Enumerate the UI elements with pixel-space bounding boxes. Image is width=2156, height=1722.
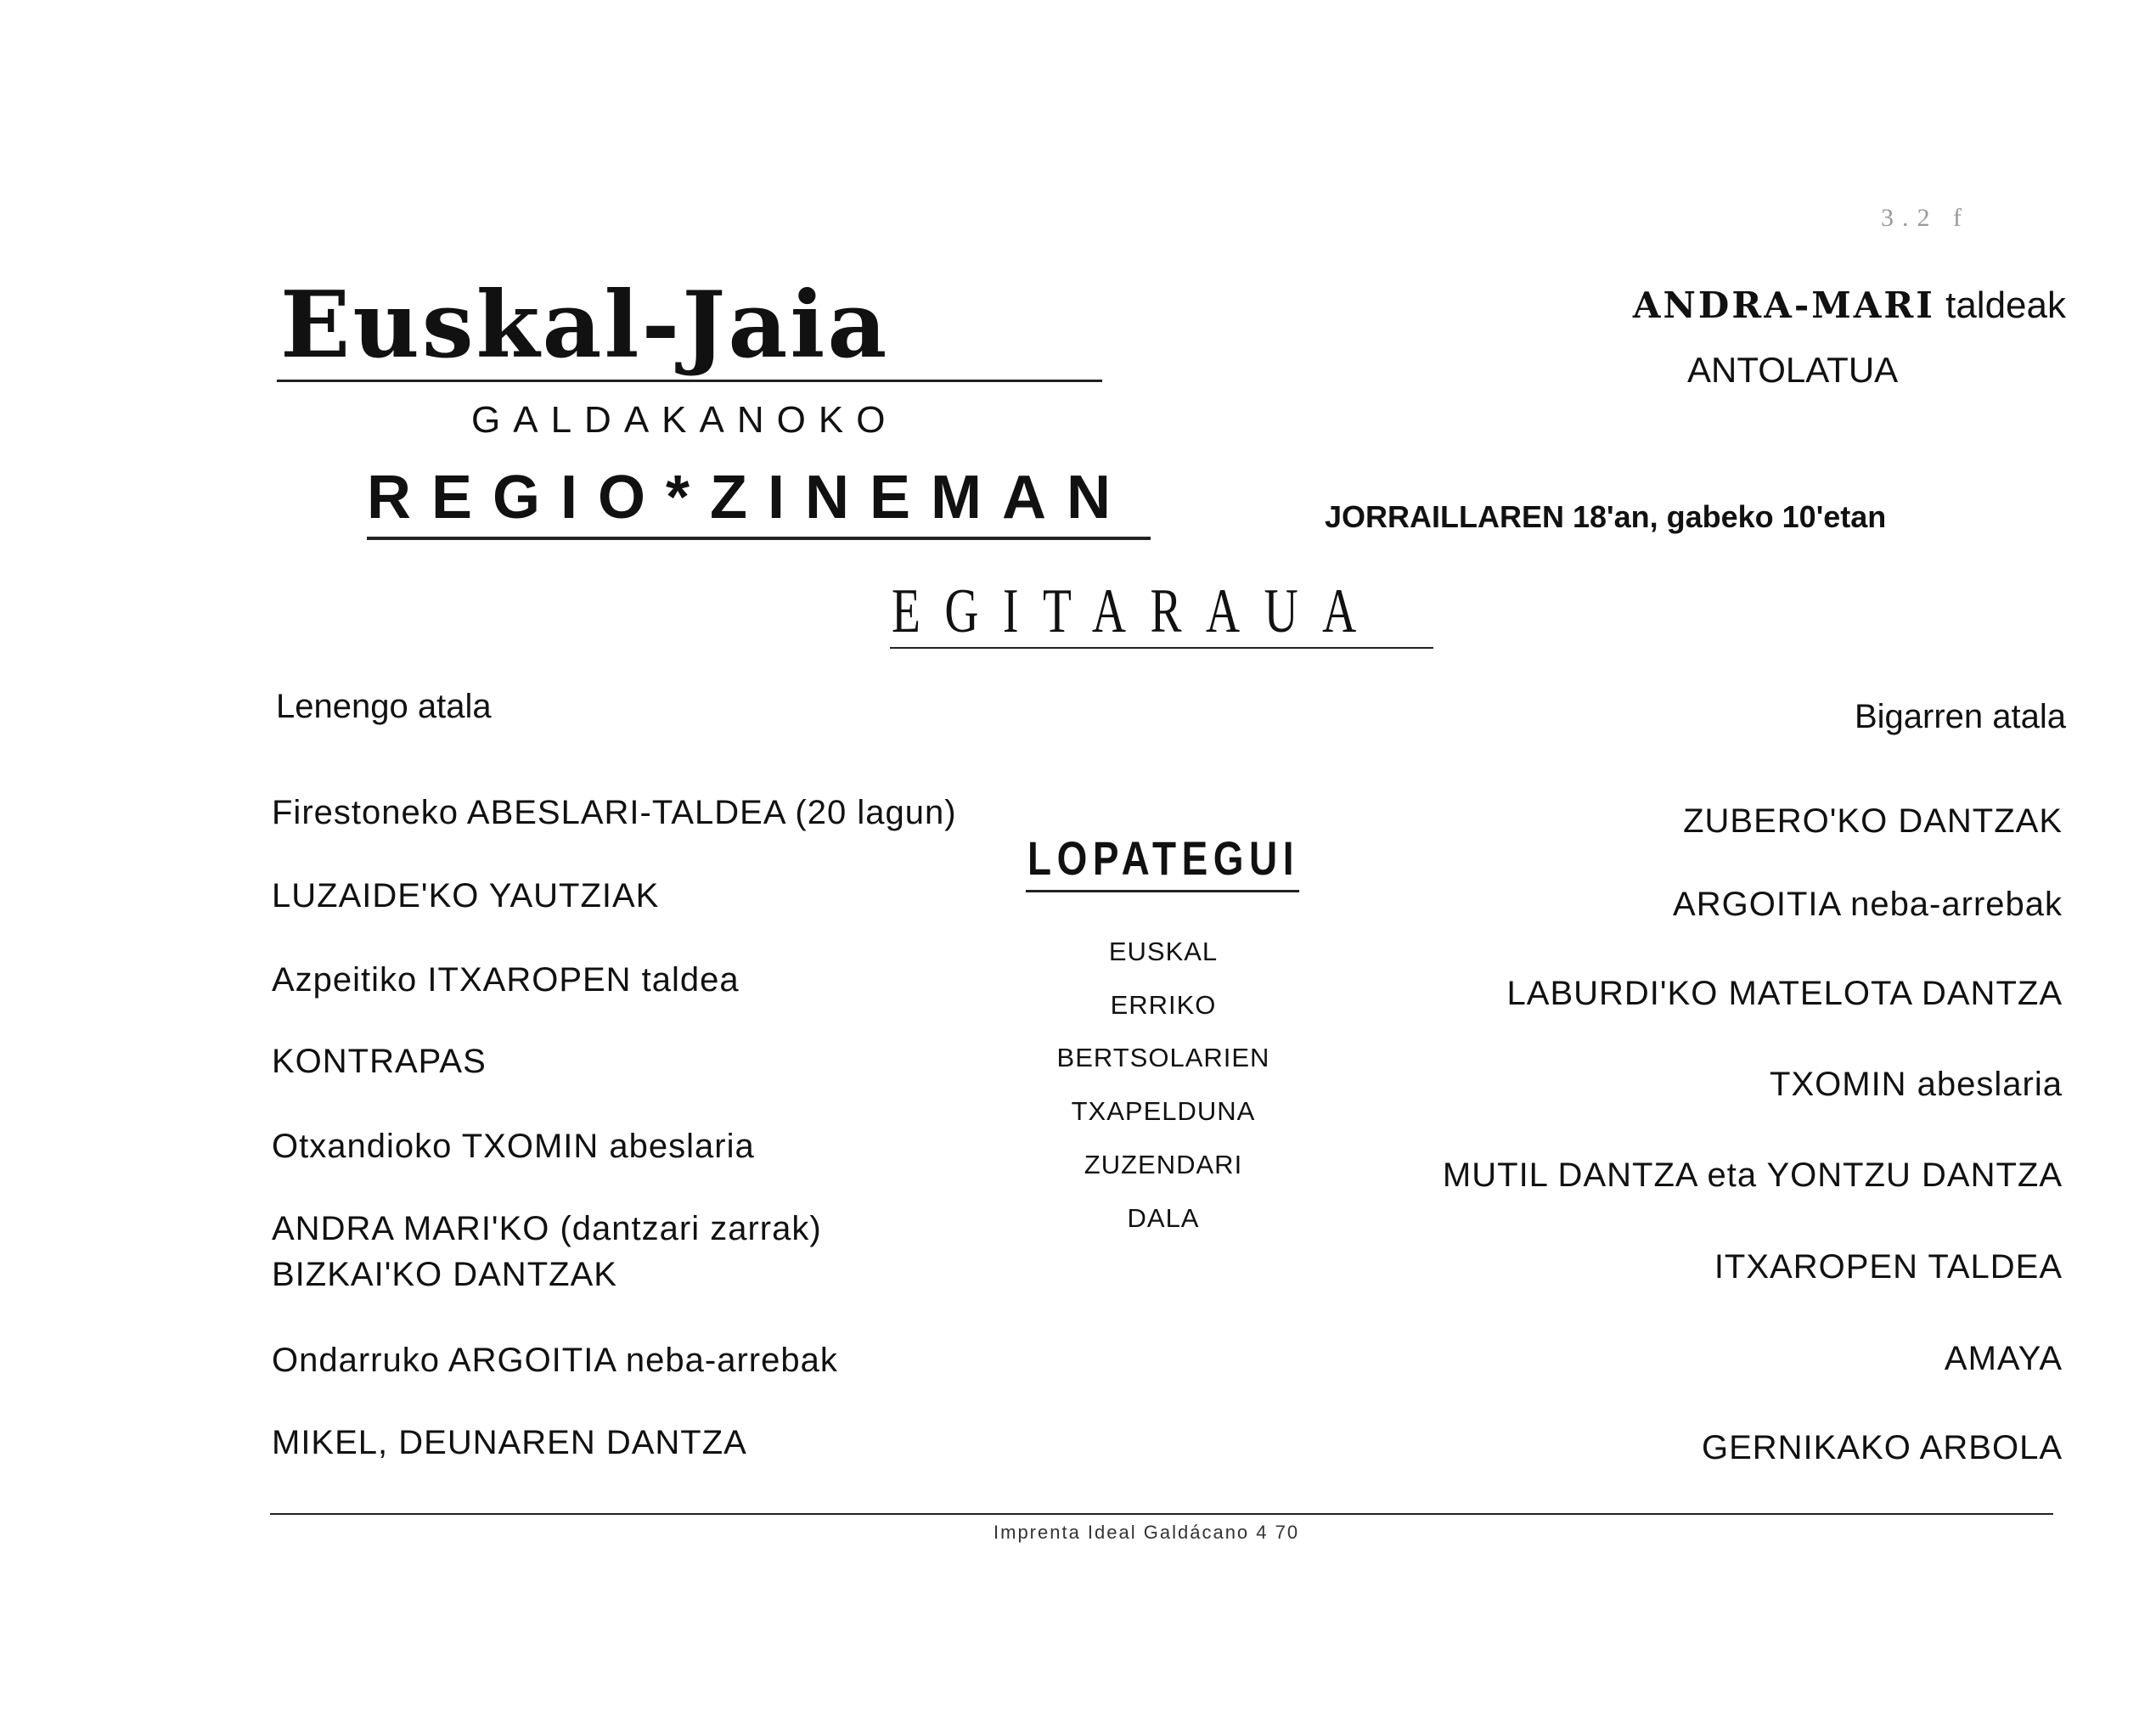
printer-imprint: Imprenta Ideal Galdácano 4 70 bbox=[994, 1522, 1300, 1543]
margin-mark: 3.2 f bbox=[1881, 204, 1970, 232]
event-title: Euskal-Jaia bbox=[280, 272, 890, 379]
part1-item: Ondarruko ARGOITIA neba-arrebak bbox=[272, 1342, 838, 1379]
part1-item: Firestoneko ABESLARI-TALDEA (20 lagun) bbox=[272, 794, 957, 831]
event-date: JORRAILLAREN 18'an, gabeko 10'etan bbox=[1325, 499, 1887, 534]
part1-item: KONTRAPAS bbox=[272, 1043, 487, 1080]
part1-item: LUZAIDE'KO YAUTZIAK bbox=[272, 877, 660, 914]
part2-item: GERNIKAKO ARBOLA bbox=[1701, 1429, 2063, 1466]
guest-line: BERTSOLARIEN bbox=[1056, 1043, 1270, 1072]
part2-label: Bigarren atala bbox=[1854, 698, 2066, 735]
guest-line: EUSKAL bbox=[1108, 937, 1219, 966]
part2-item: ARGOITIA neba-arrebak bbox=[1673, 886, 2063, 923]
guest-line: ERRIKO bbox=[1110, 990, 1217, 1020]
cinema-underline bbox=[367, 537, 1151, 540]
part1-label: Lenengo atala bbox=[276, 688, 492, 725]
guest-name: LOPATEGUI bbox=[1027, 831, 1300, 885]
organizer-line-2: ANTOLATUA bbox=[1687, 350, 1899, 390]
organizer-suffix: taldeak bbox=[1945, 284, 2066, 326]
town-line: GALDAKANOKO bbox=[471, 399, 898, 441]
guest-line: ZUZENDARI bbox=[1084, 1150, 1243, 1179]
part2-item: LABURDI'KO MATELOTA DANTZA bbox=[1506, 975, 2063, 1012]
part2-item: MUTIL DANTZA eta YONTZU DANTZA bbox=[1442, 1156, 2063, 1194]
cinema-name: REGIO*ZINEMAN bbox=[367, 464, 1132, 532]
part2-item: AMAYA bbox=[1944, 1340, 2063, 1377]
title-underline bbox=[277, 380, 1102, 382]
part1-item: BIZKAI'KO DANTZAK bbox=[272, 1256, 617, 1293]
guest-line: DALA bbox=[1127, 1203, 1200, 1233]
guest-underline bbox=[1026, 890, 1299, 892]
guest-line: TXAPELDUNA bbox=[1071, 1096, 1256, 1126]
part2-item: ZUBERO'KO DANTZAK bbox=[1683, 802, 2063, 840]
organizer-line bbox=[1633, 284, 2066, 327]
footer-rule bbox=[270, 1513, 2053, 1515]
part1-item: Azpeitiko ITXAROPEN taldea bbox=[272, 961, 740, 999]
program-heading: EGITARAUA bbox=[892, 577, 1381, 646]
part1-item: ANDRA MARI'KO (dantzari zarrak) bbox=[272, 1210, 822, 1247]
part1-item: MIKEL, DEUNAREN DANTZA bbox=[272, 1424, 747, 1461]
part2-item: TXOMIN abeslaria bbox=[1770, 1066, 2063, 1103]
part1-item: Otxandioko TXOMIN abeslaria bbox=[272, 1128, 755, 1165]
organizer-name: ANDRA-MARI bbox=[1632, 284, 1935, 326]
program-underline bbox=[890, 647, 1433, 649]
part2-item: ITXAROPEN TALDEA bbox=[1714, 1248, 2063, 1286]
